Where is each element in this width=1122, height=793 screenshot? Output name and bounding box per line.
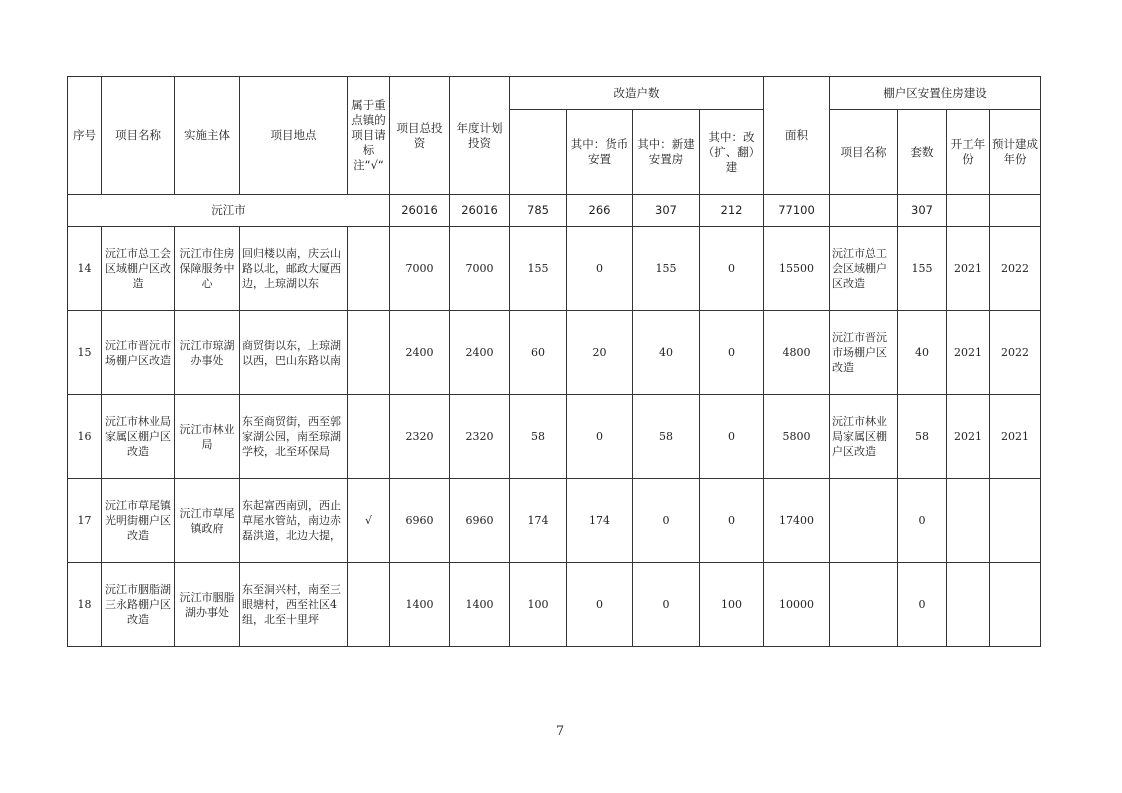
cell-end-year: 2022	[990, 311, 1041, 395]
summary-hh-new: 307	[633, 195, 700, 227]
cell-seq: 14	[68, 227, 102, 311]
cell-implementer: 沅江市琼湖办事处	[175, 311, 240, 395]
header-households-total	[510, 110, 567, 195]
cell-total-investment: 7000	[390, 227, 450, 311]
cell-seq: 15	[68, 311, 102, 395]
cell-households: 60	[510, 311, 567, 395]
cell-hh-rebuild: 100	[700, 563, 764, 647]
cell-hh-new: 58	[633, 395, 700, 479]
cell-area: 4800	[764, 311, 830, 395]
cell-location: 东至商贸街，西至郭家湖公园，南至琼湖学校，北至环保局	[240, 395, 348, 479]
summary-row	[68, 195, 1041, 227]
header-hh-rebuild: 其中：改（扩、翻）建	[700, 110, 764, 195]
cell-seq: 16	[68, 395, 102, 479]
summary-households: 785	[510, 195, 567, 227]
header-end-year: 预计建成年份	[990, 110, 1041, 195]
cell-total-investment: 2320	[390, 395, 450, 479]
cell-implementer: 沅江市林业局	[175, 395, 240, 479]
cell-key-town	[348, 311, 390, 395]
cell-end-year	[990, 563, 1041, 647]
cell-end-year	[990, 479, 1041, 563]
cell-hh-monetary: 174	[567, 479, 633, 563]
cell-end-year: 2022	[990, 227, 1041, 311]
summary-end-year	[990, 195, 1041, 227]
cell-location: 东起富西南剅，西止草尾水管站，南边赤磊洪道，北边大提，	[240, 479, 348, 563]
header-location: 项目地点	[240, 77, 348, 195]
cell-hh-rebuild: 0	[700, 227, 764, 311]
summary-sets: 307	[898, 195, 947, 227]
header-sets: 套数	[898, 110, 947, 195]
cell-project-name: 沅江市林业局家属区棚户区改造	[102, 395, 175, 479]
cell-end-year: 2021	[990, 395, 1041, 479]
cell-households: 155	[510, 227, 567, 311]
cell-housing-name: 沅江市晋沅市场棚户区改造	[830, 311, 898, 395]
cell-hh-new: 40	[633, 311, 700, 395]
cell-sets: 155	[898, 227, 947, 311]
cell-sets: 58	[898, 395, 947, 479]
header-hh-monetary: 其中：货币安置	[567, 110, 633, 195]
header-key-town: 属于重点镇的项目请标注“√“	[348, 77, 390, 195]
cell-implementer: 沅江市胭脂湖办事处	[175, 563, 240, 647]
header-area: 面积	[764, 77, 830, 195]
summary-housing-name	[830, 195, 898, 227]
page-number: 7	[555, 724, 565, 739]
cell-hh-rebuild: 0	[700, 311, 764, 395]
cell-location: 商贸街以东，上琼湖以西，巴山东路以南	[240, 311, 348, 395]
cell-hh-new: 0	[633, 563, 700, 647]
header-seq: 序号	[68, 77, 102, 195]
header-hh-new: 其中：新建安置房	[633, 110, 700, 195]
header-implementer: 实施主体	[175, 77, 240, 195]
cell-sets: 40	[898, 311, 947, 395]
cell-area: 15500	[764, 227, 830, 311]
header-project-name: 项目名称	[102, 77, 175, 195]
cell-key-town	[348, 395, 390, 479]
summary-area: 77100	[764, 195, 830, 227]
cell-hh-rebuild: 0	[700, 479, 764, 563]
cell-housing-name	[830, 479, 898, 563]
table-row	[68, 311, 1041, 395]
cell-housing-name: 沅江市林业局家属区棚户区改造	[830, 395, 898, 479]
cell-sets: 0	[898, 479, 947, 563]
cell-key-town	[348, 227, 390, 311]
summary-label: 沅江市	[68, 195, 390, 227]
header-housing-name: 项目名称	[830, 110, 898, 195]
cell-start-year: 2021	[947, 395, 990, 479]
cell-hh-monetary: 0	[567, 395, 633, 479]
cell-hh-monetary: 0	[567, 227, 633, 311]
cell-households: 174	[510, 479, 567, 563]
cell-start-year	[947, 563, 990, 647]
project-table	[67, 76, 1041, 647]
cell-annual-investment: 6960	[450, 479, 510, 563]
cell-project-name: 沅江市草尾镇光明街棚户区改造	[102, 479, 175, 563]
cell-location: 回归楼以南，庆云山路以北，邮政大厦西边，上琼湖以东	[240, 227, 348, 311]
table-row	[68, 395, 1041, 479]
cell-hh-monetary: 0	[567, 563, 633, 647]
cell-hh-monetary: 20	[567, 311, 633, 395]
cell-area: 10000	[764, 563, 830, 647]
header-housing-group: 棚户区安置住房建设	[830, 77, 1041, 110]
cell-implementer: 沅江市住房保障服务中心	[175, 227, 240, 311]
cell-project-name: 沅江市总工会区域棚户区改造	[102, 227, 175, 311]
cell-key-town: √	[348, 479, 390, 563]
summary-start-year	[947, 195, 990, 227]
summary-total-investment: 26016	[390, 195, 450, 227]
header-start-year: 开工年份	[947, 110, 990, 195]
table-row	[68, 563, 1041, 647]
cell-key-town	[348, 563, 390, 647]
cell-project-name: 沅江市胭脂湖三永路棚户区改造	[102, 563, 175, 647]
table-row	[68, 479, 1041, 563]
header-households-group: 改造户数	[510, 77, 764, 110]
cell-total-investment: 6960	[390, 479, 450, 563]
cell-hh-new: 0	[633, 479, 700, 563]
cell-housing-name: 沅江市总工会区域棚户区改造	[830, 227, 898, 311]
cell-total-investment: 1400	[390, 563, 450, 647]
cell-households: 100	[510, 563, 567, 647]
cell-annual-investment: 1400	[450, 563, 510, 647]
cell-annual-investment: 7000	[450, 227, 510, 311]
cell-location: 东至洞兴村，南至三眼塘村，西至社区4组，北至十里坪	[240, 563, 348, 647]
cell-households: 58	[510, 395, 567, 479]
cell-sets: 0	[898, 563, 947, 647]
cell-housing-name	[830, 563, 898, 647]
cell-start-year: 2021	[947, 311, 990, 395]
cell-hh-new: 155	[633, 227, 700, 311]
cell-area: 5800	[764, 395, 830, 479]
cell-annual-investment: 2320	[450, 395, 510, 479]
cell-start-year	[947, 479, 990, 563]
cell-implementer: 沅江市草尾镇政府	[175, 479, 240, 563]
header-total-investment: 项目总投资	[390, 77, 450, 195]
cell-hh-rebuild: 0	[700, 395, 764, 479]
cell-start-year: 2021	[947, 227, 990, 311]
summary-hh-rebuild: 212	[700, 195, 764, 227]
summary-annual-investment: 26016	[450, 195, 510, 227]
cell-seq: 18	[68, 563, 102, 647]
cell-project-name: 沅江市晋沅市场棚户区改造	[102, 311, 175, 395]
header-annual-investment: 年度计划投资	[450, 77, 510, 195]
cell-seq: 17	[68, 479, 102, 563]
summary-hh-monetary: 266	[567, 195, 633, 227]
table-row	[68, 227, 1041, 311]
cell-area: 17400	[764, 479, 830, 563]
cell-annual-investment: 2400	[450, 311, 510, 395]
cell-total-investment: 2400	[390, 311, 450, 395]
